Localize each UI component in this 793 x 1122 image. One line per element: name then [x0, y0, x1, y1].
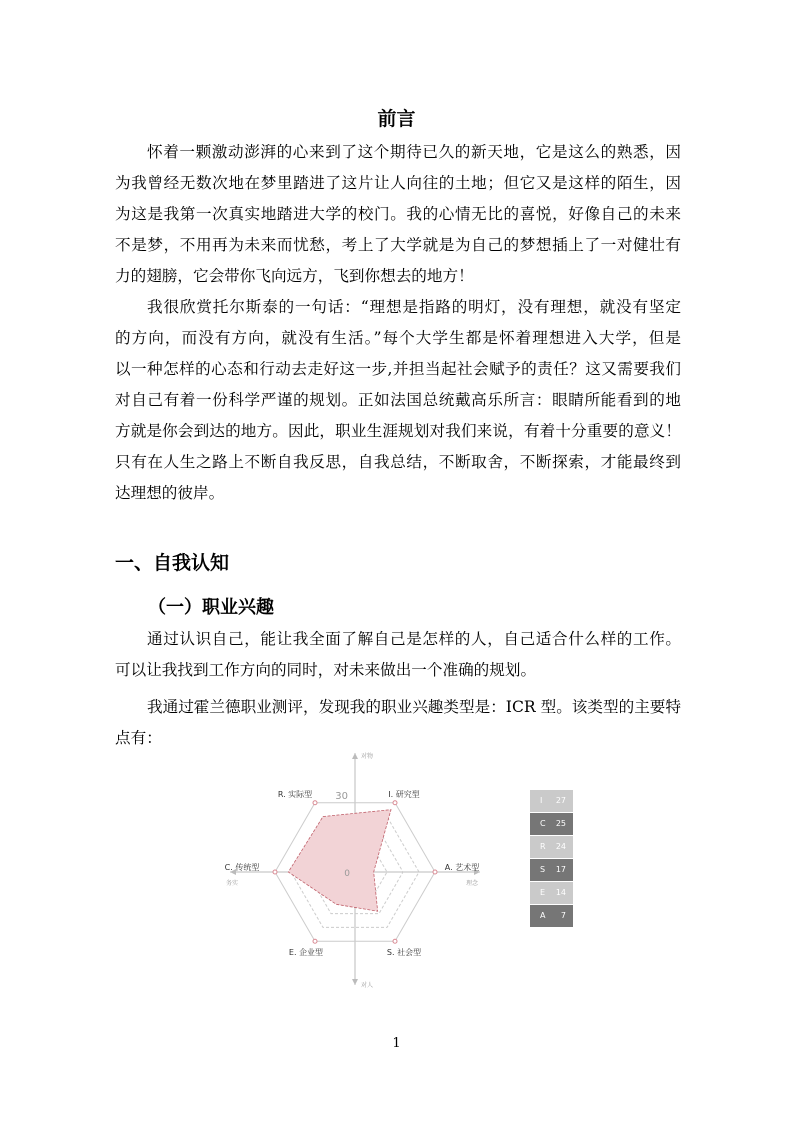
vertex-marker [273, 870, 277, 874]
text-line: 达理想的彼岸。 [115, 484, 225, 502]
vertex-marker [313, 939, 317, 943]
score-code: E [540, 888, 546, 897]
paragraph [115, 292, 681, 509]
text-line: 方就是你会到达的地方。因此，职业生涯规划对我们来说，有着十分重要的意义！ [115, 422, 681, 440]
text-line: 的方向，而没有方向，就没有生活。”每个大学生都是怀着理想进入大学，但是 [115, 329, 681, 347]
text-line: 怀着一颗激动澎湃的心来到了这个期待已久的新天地，它是这么的熟悉，因 [147, 143, 681, 161]
vertex-marker [393, 801, 397, 805]
text-line: 只有在人生之路上不断自我反思，自我总结，不断取舍，不断探索，才能最终到 [115, 453, 681, 471]
direction-label-right: 理念 [466, 880, 479, 887]
axis-label: A. 艺术型 [444, 863, 480, 872]
radar-chart [220, 745, 520, 995]
axis-label: C. 传统型 [224, 863, 260, 872]
score-code: R [540, 842, 546, 851]
page-number: 1 [392, 1036, 401, 1051]
text-line: 我通过霍兰德职业测评，发现我的职业兴趣类型是：ICR 型。该类型的主要特 [147, 698, 681, 716]
paragraph [115, 624, 681, 686]
score-row [530, 813, 573, 835]
score-code: I [540, 796, 543, 805]
axis-label: I. 研究型 [388, 790, 420, 799]
score-code: A [540, 911, 546, 920]
text-line: 以一种怎样的心态和行动去走好这一步,并担当起社会赋予的责任？这又需要我们 [115, 360, 681, 378]
text-line: 通过认识自己，能让我全面了解自己是怎样的人，自己适合什么样的工作。 [147, 630, 681, 648]
text-line: 可以让我找到工作方向的同时，对未来做出一个准确的规划。 [115, 661, 537, 679]
score-value: 24 [555, 842, 566, 851]
text-line: 我很欣赏托尔斯泰的一句话：“理想是指路的明灯，没有理想，就没有坚定 [147, 298, 681, 316]
text-line: 点有： [115, 729, 162, 747]
axis-label: R. 实际型 [277, 790, 313, 799]
vertex-marker [313, 801, 317, 805]
text-line: 力的翅膀，它会带你飞向远方，飞到你想去的地方！ [115, 267, 474, 285]
vertex-marker [393, 939, 397, 943]
section-heading: 一、自我认知 [115, 552, 230, 574]
direction-label-left: 务实 [226, 880, 239, 887]
score-row [530, 859, 573, 881]
score-value: 14 [555, 888, 566, 897]
score-code: S [540, 865, 546, 874]
text-line: 为我曾经无数次地在梦里踏进了这片让人向往的土地；但它又是这样的陌生，因 [115, 174, 681, 192]
text-line: 为这是我第一次真实地踏进大学的校门。我的心情无比的喜悦，好像自己的未来 [115, 205, 681, 223]
direction-label-top: 对物 [361, 753, 374, 760]
subsection-heading: （一）职业兴趣 [148, 597, 274, 618]
direction-label-bottom: 对人 [361, 982, 374, 989]
text-line: 不是梦，不用再为未来而忧愁，考上了大学就是为自己的梦想插上了一对健壮有 [115, 236, 681, 254]
tick-label-min: 0 [344, 869, 350, 879]
score-code: C [540, 819, 546, 828]
score-value: 27 [555, 796, 566, 805]
preface-text [115, 137, 681, 509]
data-area [288, 810, 391, 912]
page-title: 前言 [377, 108, 416, 130]
axis-label: S. 社会型 [386, 948, 422, 957]
score-value: 17 [555, 865, 566, 874]
vertex-marker [433, 870, 437, 874]
score-row [530, 905, 573, 927]
paragraph [115, 137, 681, 292]
score-row [530, 882, 573, 904]
score-row [530, 836, 573, 858]
text-line: 对自己有着一份科学严谨的规划。正如法国总统戴高乐所言：眼睛所能看到的地 [115, 391, 681, 409]
score-table [530, 790, 573, 928]
axis-label: E. 企业型 [288, 948, 324, 957]
score-row [530, 790, 573, 812]
score-value: 25 [555, 819, 566, 828]
tick-label-max: 30 [335, 791, 348, 802]
interest-text [115, 624, 681, 754]
score-value: 7 [560, 911, 566, 920]
